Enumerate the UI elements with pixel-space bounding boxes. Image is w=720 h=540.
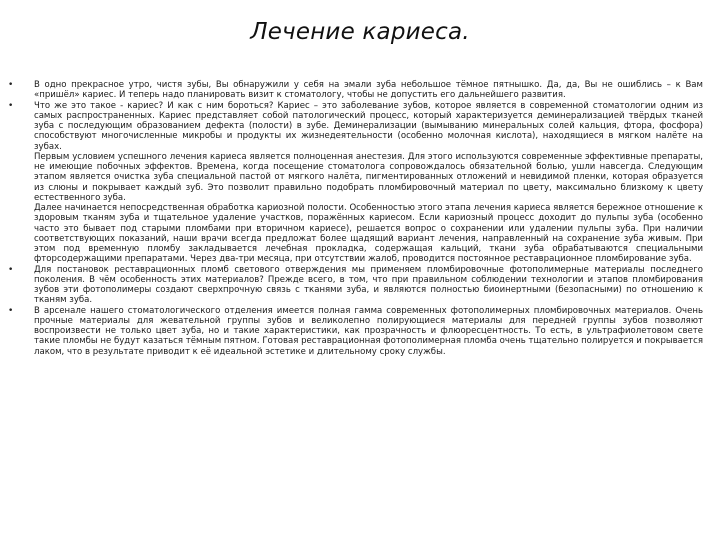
bullet-item <box>8 80 703 101</box>
bullet-item <box>8 306 703 357</box>
bullet-marker: • <box>8 80 14 90</box>
bullet-marker: • <box>8 264 14 275</box>
slide-title: Лечение кариеса. <box>250 19 470 45</box>
bullet-text: Для постановок реставрационных пломб светового отверждения мы применяем пломбировочные фотополимерные материалы последнего поколения. В чём особенность этих материалов? Прежде всего, в том, что при правильном соблюдении технологии и этапов пломбирования зубов эти фотополимеры создают сверхпрочную связь с тканями зуба, и являются полностью биоинертными (безопасными) по отношению к тканям зуба. <box>34 264 703 306</box>
bullet-marker: • <box>8 305 14 316</box>
bullet-item <box>8 101 703 265</box>
bullet-text: В арсенале нашего стоматологического отделения имеется полная гамма современных фотополимерных пломбировочных материалов. Очень прочные материалы для жевательной группы зубов и великолепно полирующиеся материалы для передней группы зубов позволяют воспроизвести не только цвет зуба, но и такие характеристики, как прозрачность и флюоресцентность. То есть, в ультрафиолетовом свете такие пломбы не будут казаться тёмным пятном. Готовая реставрационная фотополимерная пломба очень тщательно полируется и покрывается лаком, что в результате приводит к её идеальной эстетике и длительному сроку службы. <box>34 305 703 357</box>
bullet-text: Что же это такое - кариес? И как с ним бороться? Кариес – это заболевание зубов, которое является в современной стоматологии одним из самых распространенных. Кариес представляет собой патологический процесс, который характеризуется деминерализацией твёрдых тканей зуба с последующим образованием дефекта (полости) в зубе. Деминерализации (вымыванию минеральных солей кальция, фтора, фосфора) способствуют многочисленные микробы и продукты их жизнедеятельности (особенно молочная кислота), находящиеся в мягком налёте на зубах. Первым условием успешного лечения кариеса является полноценная анестезия. Для этого используются современные эффективные препараты, не имеющие побочных эффектов. Времена, когда посещение стоматолога сопровождалось обязательной болью, ушли навсегда. Следующим этапом является очистка зуба специальной пастой от мягкого налёта, пигментированных отложений и невидимой пленки, которая образуется из слюны и покрывает каждый зуб. Это позволит правильно подобрать пломбировочный материал по цвету, максимально близкому к цвету естественного зуба. Далее начинается непосредственная обработка кариозной полости. Особенностью этого этапа лечения кариеса является бережное отношение к здоровым тканям зуба и тщательное удаление участков, поражённых кариесом. Если кариозный процесс доходит до пульпы зуба (особенно часто это бывает под старыми пломбами при вторичном кариесе), решается вопрос о сохранении или удалении пульпы зуба. При наличии соответствующих показаний, наши врачи всегда предложат более щадящий вариант лечения, направленный на сохранение зуба живым. При этом под временную пломбу закладывается лечебная прокладка, содержащая кальций, ткани зуба обрабатываются специальными фторсодержащими препаратами. Через два-три месяца, при отсутствии жалоб, проводится постоянное реставрационное пломбирование зуба. <box>34 100 703 265</box>
bullet-item <box>8 265 703 306</box>
bullet-text: В одно прекрасное утро, чистя зубы, Вы обнаружили у себя на эмали зуба небольшое тёмное пятнышко. Да, да, Вы не ошиблись – к Вам «пришёл» кариес. И теперь надо планировать визит к стоматологу, чтобы не допустить его дальнейшего развития. <box>34 80 703 101</box>
bullet-marker: • <box>8 100 14 111</box>
slide-content <box>8 80 703 357</box>
